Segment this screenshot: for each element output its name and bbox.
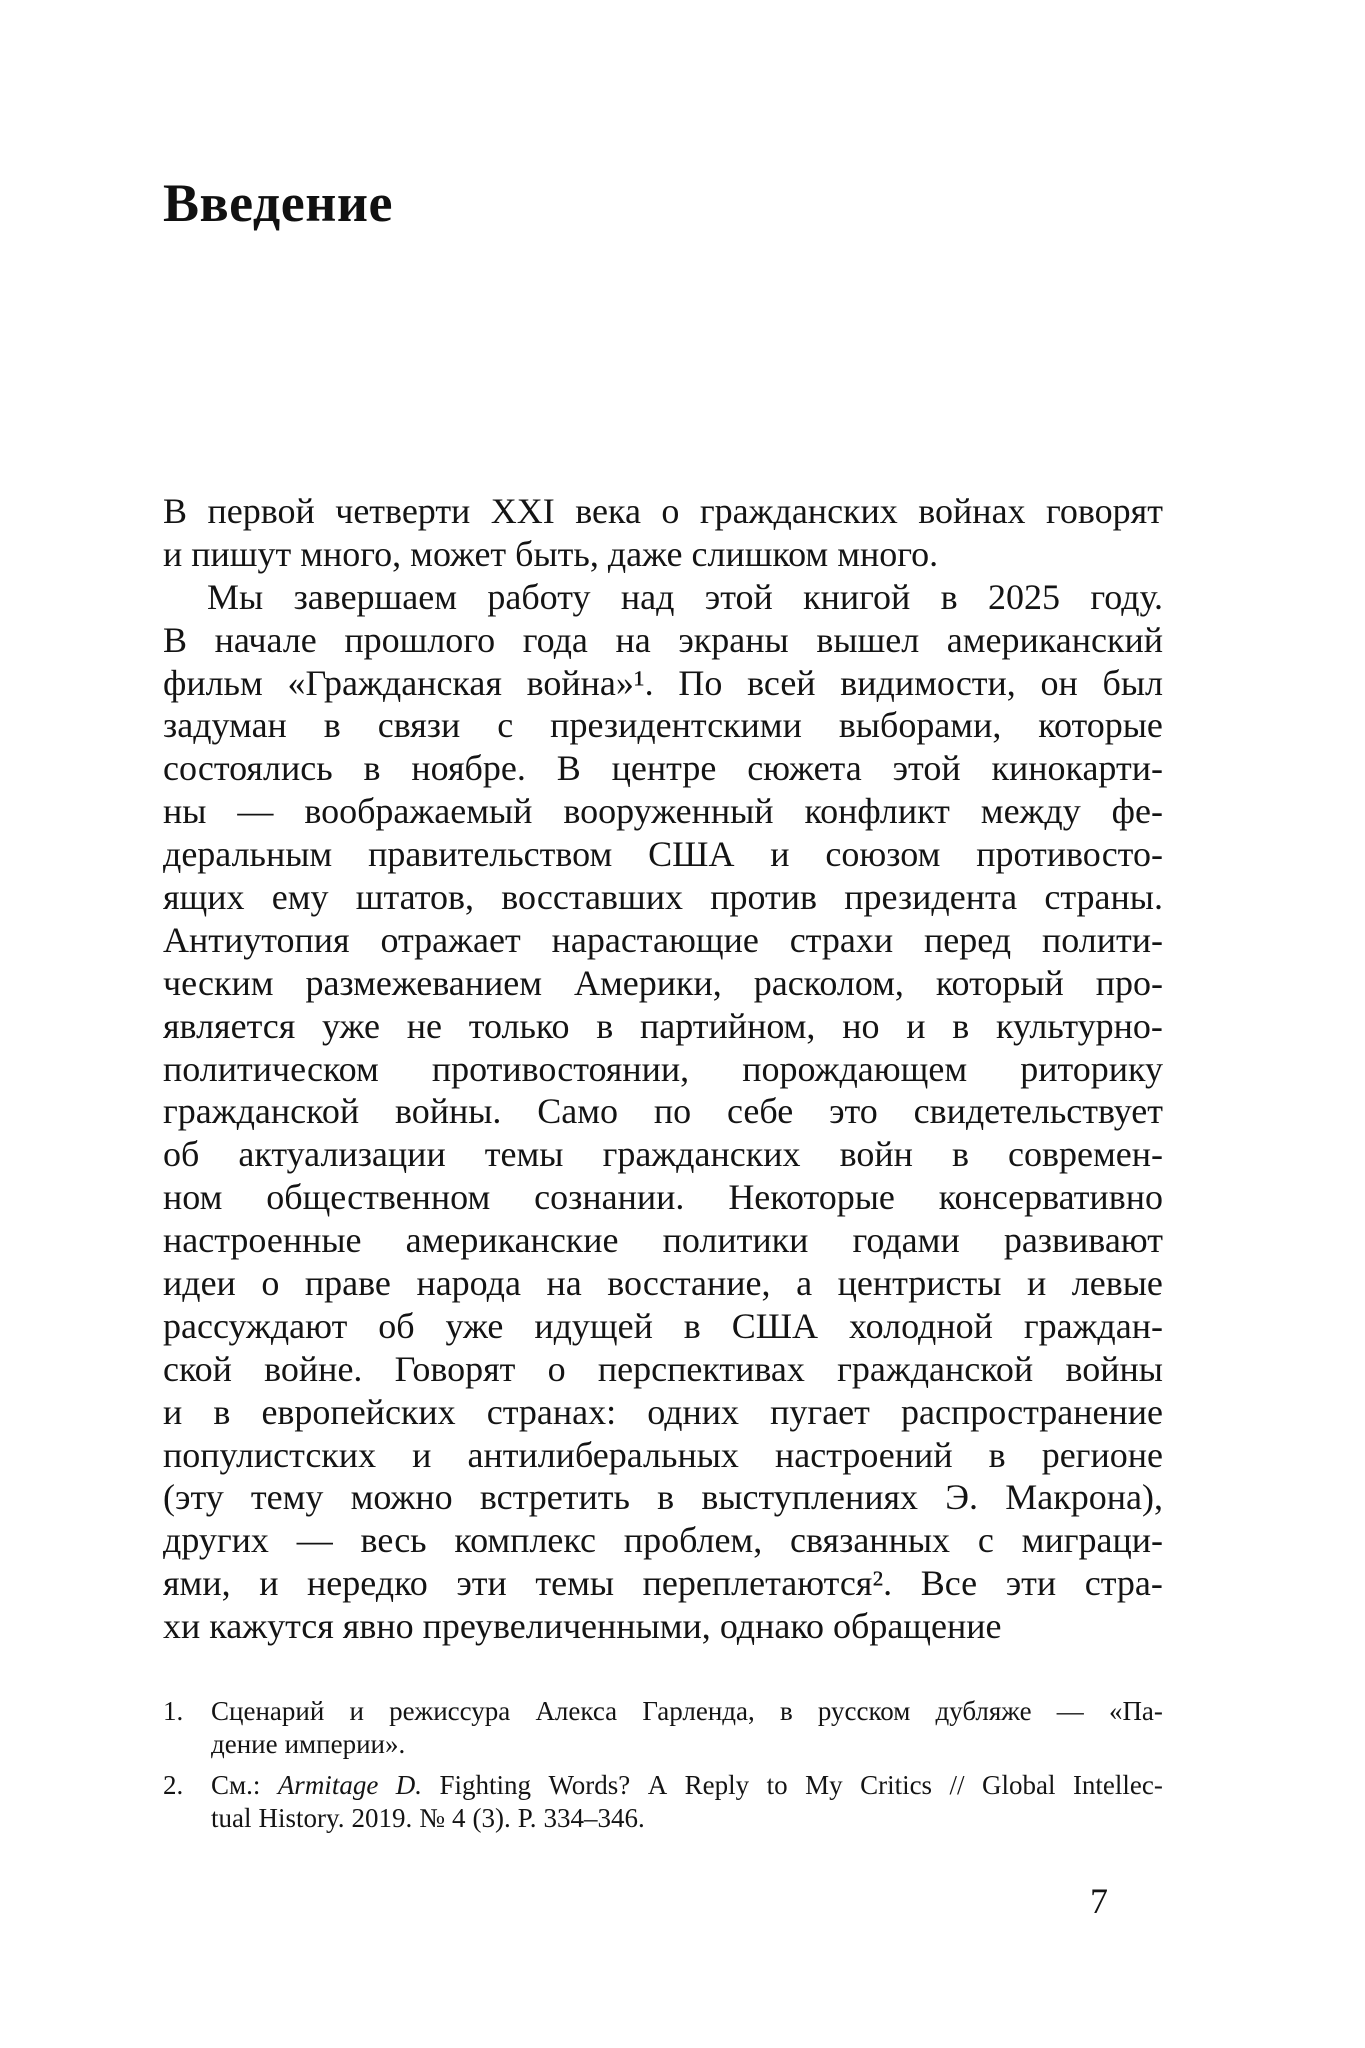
text-line: (эту тему можно встретить в выступлениях Э. Макрона), [163, 1477, 1163, 1518]
text-line: хи кажутся явно преувеличенными, однако обращение [163, 1606, 1002, 1647]
text-line: деральным правительством США и союзом противосто- [163, 834, 1163, 875]
text-line: ящих ему штатов, восставших против президента страны. [163, 877, 1163, 918]
body-text [163, 490, 1163, 1648]
text-line: ческим размежеванием Америки, расколом, который про- [163, 962, 1163, 1003]
footnote-line: дение империи». [211, 1729, 406, 1759]
footnotes [163, 1695, 1163, 1843]
text-line: состоялись в ноябре. В центре сюжета этой кинокарти- [163, 748, 1163, 789]
text-line: задуман в связи с президентскими выборами, которые [163, 705, 1163, 746]
footnote-number: 1. [163, 1696, 184, 1726]
footnote-number: 2. [163, 1770, 184, 1800]
text-line: ями, и нередко эти темы переплетаются². Все эти стра- [163, 1563, 1163, 1604]
text-line: об актуализации темы гражданских войн в современ- [163, 1134, 1163, 1175]
text-line: является уже не только в партийном, но и в культурно- [163, 1005, 1163, 1046]
text-line: гражданской войны. Само по себе это свидетельствует [163, 1091, 1163, 1132]
footnote [163, 1695, 1163, 1761]
chapter-title: Введение [163, 173, 393, 233]
text-line: В первой четверти XXI века о гражданских войнах говорят [163, 491, 1163, 531]
text-line: других — весь комплекс проблем, связанных с миграци- [163, 1520, 1163, 1561]
page-number: 7 [1090, 1881, 1108, 1921]
footnote-line: tual History. 2019. № 4 (3). P. 334–346. [211, 1803, 645, 1833]
text-line: рассуждают об уже идущей в США холодной граждан- [163, 1305, 1163, 1346]
text-line: политическом противостоянии, порождающем риторику [163, 1048, 1163, 1089]
text-line: и в европейских странах: одних пугает распространение [163, 1391, 1163, 1432]
text-line: фильм «Гражданская война»¹. По всей видимости, он был [163, 662, 1163, 703]
text-line: настроенные американские политики годами развивают [163, 1220, 1163, 1261]
footnote-line: См.: Armitage D. Fighting Words? A Reply to My Critics // Global Intellec- [211, 1770, 1163, 1800]
footnote [163, 1769, 1163, 1835]
text-line: ской войне. Говорят о перспективах гражданской войны [163, 1348, 1163, 1389]
text-line: В начале прошлого года на экраны вышел американский [163, 619, 1163, 660]
footnote-line: Сценарий и режиссура Алекса Гарленда, в русском дубляже — «Па- [211, 1696, 1163, 1726]
text-line: Антиутопия отражает нарастающие страхи перед полити- [163, 919, 1163, 960]
text-line: Мы завершаем работу над этой книгой в 2025 году. [207, 576, 1163, 617]
text-line: идеи о праве народа на восстание, а центристы и левые [163, 1263, 1163, 1304]
text-line: ном общественном сознании. Некоторые консервативно [163, 1177, 1163, 1218]
text-line: ны — воображаемый вооруженный конфликт между фе- [163, 791, 1163, 832]
text-line: и пишут много, может быть, даже слишком много. [163, 533, 939, 574]
text-line: популистских и антилиберальных настроений в регионе [163, 1434, 1163, 1475]
